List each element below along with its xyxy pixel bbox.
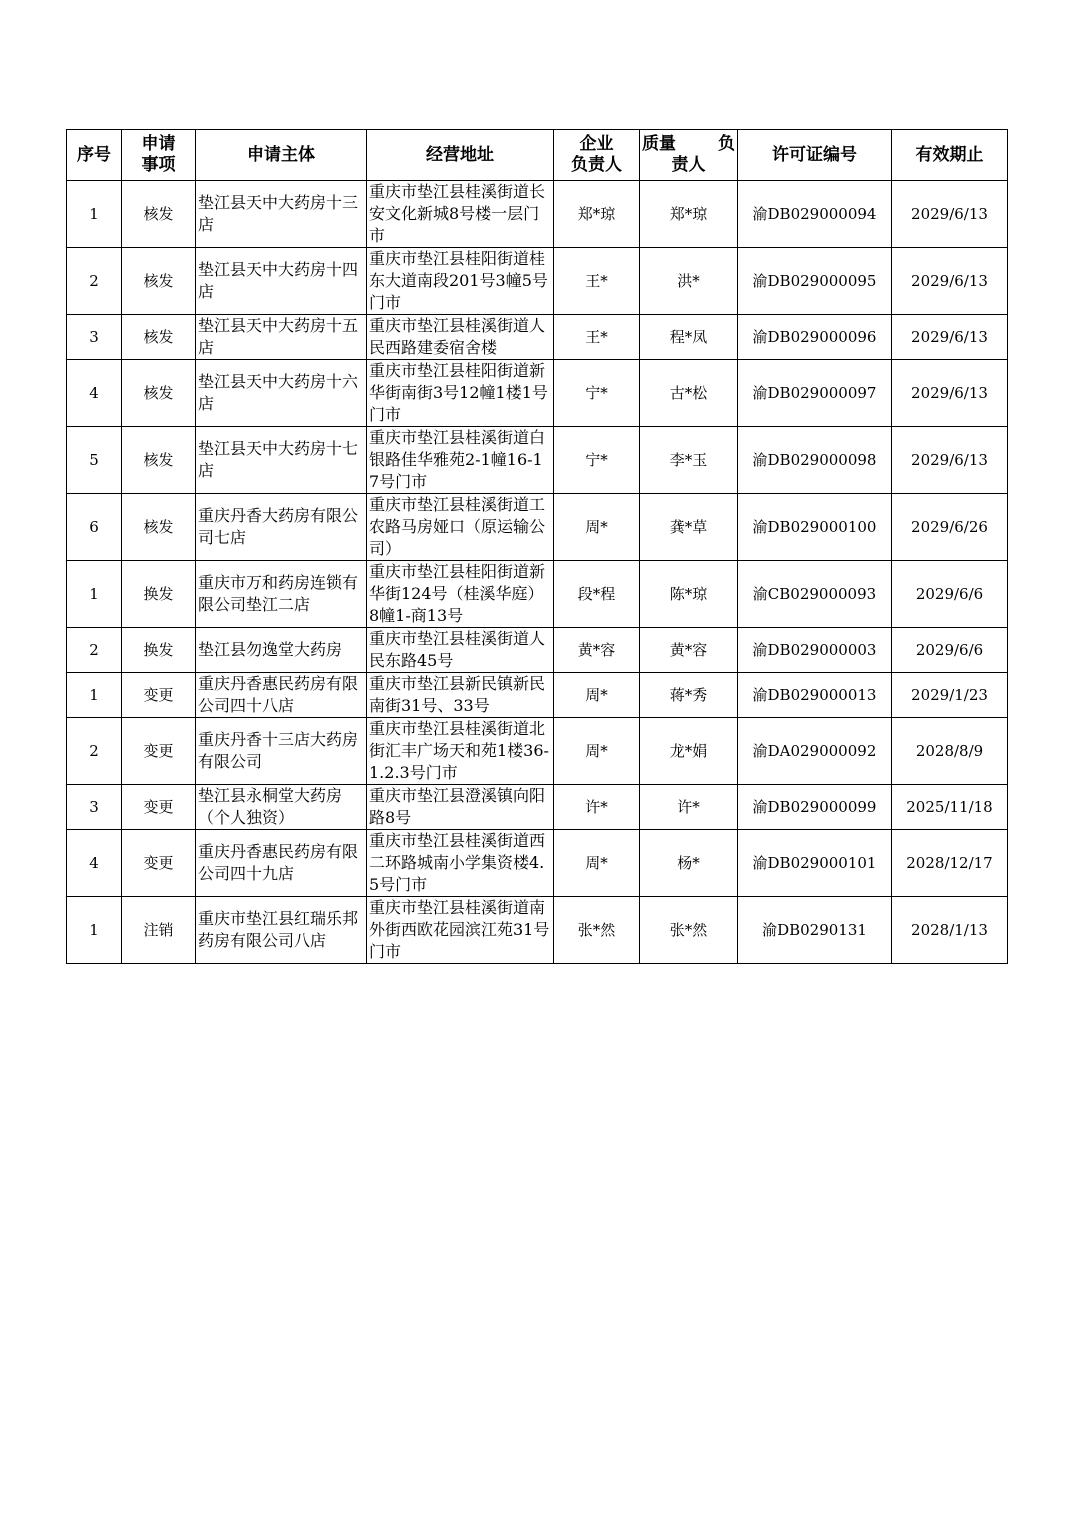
- header-license: 许可证编号: [738, 130, 892, 181]
- cell-license: 渝DB029000100: [738, 494, 892, 561]
- cell-license: 渝DB029000095: [738, 248, 892, 315]
- cell-license: 渝DB029000096: [738, 315, 892, 360]
- cell-seq: 2: [67, 718, 122, 785]
- table-row: [67, 897, 1008, 964]
- cell-license: 渝DB029000013: [738, 673, 892, 718]
- header-legal-line2: 负责人: [571, 155, 622, 175]
- cell-legal: 宁*: [554, 360, 640, 427]
- cell-quality: 杨*: [640, 830, 738, 897]
- cell-seq: 2: [67, 248, 122, 315]
- cell-subject: 重庆丹香大药房有限公司七店: [196, 494, 367, 561]
- cell-legal: 周*: [554, 830, 640, 897]
- cell-subject: 垫江县天中大药房十四店: [196, 248, 367, 315]
- cell-subject: 重庆丹香惠民药房有限公司四十八店: [196, 673, 367, 718]
- table-row: [67, 785, 1008, 830]
- header-expiry: 有效期止: [892, 130, 1008, 181]
- cell-item: 核发: [122, 248, 196, 315]
- cell-expiry: 2029/6/13: [892, 315, 1008, 360]
- header-quality-top-right: 负: [718, 134, 735, 154]
- cell-quality: 古*松: [640, 360, 738, 427]
- table-row: [67, 427, 1008, 494]
- cell-subject: 重庆市万和药房连锁有限公司垫江二店: [196, 561, 367, 628]
- cell-subject: 垫江县天中大药房十七店: [196, 427, 367, 494]
- header-item-line1: 申请: [141, 134, 176, 154]
- cell-subject: 垫江县天中大药房十三店: [196, 181, 367, 248]
- table-row: [67, 181, 1008, 248]
- license-table: [66, 129, 1008, 964]
- cell-item: 变更: [122, 673, 196, 718]
- cell-item: 变更: [122, 718, 196, 785]
- cell-legal: 许*: [554, 785, 640, 830]
- cell-legal: 王*: [554, 315, 640, 360]
- cell-seq: 3: [67, 785, 122, 830]
- cell-quality: 蒋*秀: [640, 673, 738, 718]
- cell-seq: 6: [67, 494, 122, 561]
- cell-quality: 程*凤: [640, 315, 738, 360]
- cell-quality: 许*: [640, 785, 738, 830]
- cell-seq: 4: [67, 830, 122, 897]
- cell-address: 重庆市垫江县桂阳街道桂东大道南段201号3幢5号门市: [367, 248, 554, 315]
- cell-item: 核发: [122, 181, 196, 248]
- table-row: [67, 494, 1008, 561]
- header-subject: 申请主体: [196, 130, 367, 181]
- cell-expiry: 2029/6/13: [892, 248, 1008, 315]
- cell-quality: 郑*琼: [640, 181, 738, 248]
- cell-address: 重庆市垫江县桂溪街道人民西路建委宿舍楼: [367, 315, 554, 360]
- license-table-sheet: [66, 129, 1007, 964]
- cell-quality: 陈*琼: [640, 561, 738, 628]
- cell-expiry: 2029/6/13: [892, 360, 1008, 427]
- header-seq: 序号: [67, 130, 122, 181]
- cell-expiry: 2029/1/23: [892, 673, 1008, 718]
- table-row: [67, 718, 1008, 785]
- cell-legal: 郑*琼: [554, 181, 640, 248]
- cell-license: 渝DB029000101: [738, 830, 892, 897]
- header-legal: [554, 130, 640, 181]
- cell-address: 重庆市垫江县新民镇新民南街31号、33号: [367, 673, 554, 718]
- cell-seq: 2: [67, 628, 122, 673]
- cell-seq: 5: [67, 427, 122, 494]
- cell-license: 渝DB0290131: [738, 897, 892, 964]
- cell-license: 渝CB029000093: [738, 561, 892, 628]
- cell-item: 注销: [122, 897, 196, 964]
- cell-address: 重庆市垫江县桂溪街道南外街西欧花园滨江苑31号门市: [367, 897, 554, 964]
- header-quality: [640, 130, 738, 181]
- header-address: 经营地址: [367, 130, 554, 181]
- cell-subject: 垫江县勿逸堂大药房: [196, 628, 367, 673]
- cell-license: 渝DB029000099: [738, 785, 892, 830]
- header-quality-top-left: 质量: [642, 134, 676, 154]
- cell-legal: 黄*容: [554, 628, 640, 673]
- cell-legal: 周*: [554, 718, 640, 785]
- cell-seq: 1: [67, 673, 122, 718]
- cell-item: 换发: [122, 561, 196, 628]
- cell-expiry: 2029/6/6: [892, 561, 1008, 628]
- cell-quality: 龙*娟: [640, 718, 738, 785]
- cell-item: 变更: [122, 785, 196, 830]
- cell-subject: 垫江县天中大药房十五店: [196, 315, 367, 360]
- table-row: [67, 315, 1008, 360]
- cell-license: 渝DB029000097: [738, 360, 892, 427]
- cell-legal: 宁*: [554, 427, 640, 494]
- cell-legal: 王*: [554, 248, 640, 315]
- cell-address: 重庆市垫江县桂溪街道北街汇丰广场天和苑1楼36-1.2.3号门市: [367, 718, 554, 785]
- cell-quality: 龚*草: [640, 494, 738, 561]
- cell-expiry: 2029/6/13: [892, 427, 1008, 494]
- cell-address: 重庆市垫江县桂溪街道工农路马房娅口（原运输公司）: [367, 494, 554, 561]
- cell-license: 渝DB029000094: [738, 181, 892, 248]
- cell-item: 核发: [122, 315, 196, 360]
- cell-license: 渝DB029000003: [738, 628, 892, 673]
- header-quality-bottom: 责人: [671, 155, 706, 175]
- header-item-line2: 事项: [141, 155, 176, 175]
- cell-quality: 洪*: [640, 248, 738, 315]
- cell-seq: 3: [67, 315, 122, 360]
- cell-expiry: 2029/6/6: [892, 628, 1008, 673]
- cell-legal: 周*: [554, 673, 640, 718]
- table-row: [67, 830, 1008, 897]
- cell-legal: 张*然: [554, 897, 640, 964]
- cell-address: 重庆市垫江县桂阳街道新华街124号（桂溪华庭）8幢1-商13号: [367, 561, 554, 628]
- cell-seq: 1: [67, 181, 122, 248]
- cell-seq: 1: [67, 561, 122, 628]
- cell-item: 换发: [122, 628, 196, 673]
- cell-expiry: 2028/8/9: [892, 718, 1008, 785]
- cell-address: 重庆市垫江县桂溪街道白银路佳华雅苑2-1幢16-17号门市: [367, 427, 554, 494]
- cell-address: 重庆市垫江县桂阳街道新华街南街3号12幢1楼1号门市: [367, 360, 554, 427]
- cell-expiry: 2029/6/13: [892, 181, 1008, 248]
- cell-address: 重庆市垫江县澄溪镇向阳路8号: [367, 785, 554, 830]
- cell-address: 重庆市垫江县桂溪街道人民东路45号: [367, 628, 554, 673]
- cell-expiry: 2028/1/13: [892, 897, 1008, 964]
- header-quality-top: [642, 134, 735, 155]
- cell-item: 变更: [122, 830, 196, 897]
- cell-quality: 李*玉: [640, 427, 738, 494]
- table-row: [67, 248, 1008, 315]
- table-row: [67, 360, 1008, 427]
- cell-subject: 重庆丹香惠民药房有限公司四十九店: [196, 830, 367, 897]
- cell-address: 重庆市垫江县桂溪街道西二环路城南小学集资楼4.5号门市: [367, 830, 554, 897]
- cell-subject: 重庆丹香十三店大药房有限公司: [196, 718, 367, 785]
- cell-item: 核发: [122, 427, 196, 494]
- cell-address: 重庆市垫江县桂溪街道长安文化新城8号楼一层门市: [367, 181, 554, 248]
- table-row: [67, 561, 1008, 628]
- cell-subject: 垫江县永桐堂大药房（个人独资）: [196, 785, 367, 830]
- header-legal-line1: 企业: [579, 134, 614, 154]
- cell-legal: 周*: [554, 494, 640, 561]
- cell-item: 核发: [122, 494, 196, 561]
- cell-item: 核发: [122, 360, 196, 427]
- table-row: [67, 673, 1008, 718]
- header-row: [67, 130, 1008, 181]
- header-item: [122, 130, 196, 181]
- cell-license: 渝DB029000098: [738, 427, 892, 494]
- cell-seq: 4: [67, 360, 122, 427]
- cell-expiry: 2025/11/18: [892, 785, 1008, 830]
- table-row: [67, 628, 1008, 673]
- cell-quality: 张*然: [640, 897, 738, 964]
- cell-license: 渝DA029000092: [738, 718, 892, 785]
- cell-quality: 黄*容: [640, 628, 738, 673]
- cell-expiry: 2028/12/17: [892, 830, 1008, 897]
- cell-seq: 1: [67, 897, 122, 964]
- cell-expiry: 2029/6/26: [892, 494, 1008, 561]
- cell-subject: 垫江县天中大药房十六店: [196, 360, 367, 427]
- cell-legal: 段*程: [554, 561, 640, 628]
- cell-subject: 重庆市垫江县红瑞乐邦药房有限公司八店: [196, 897, 367, 964]
